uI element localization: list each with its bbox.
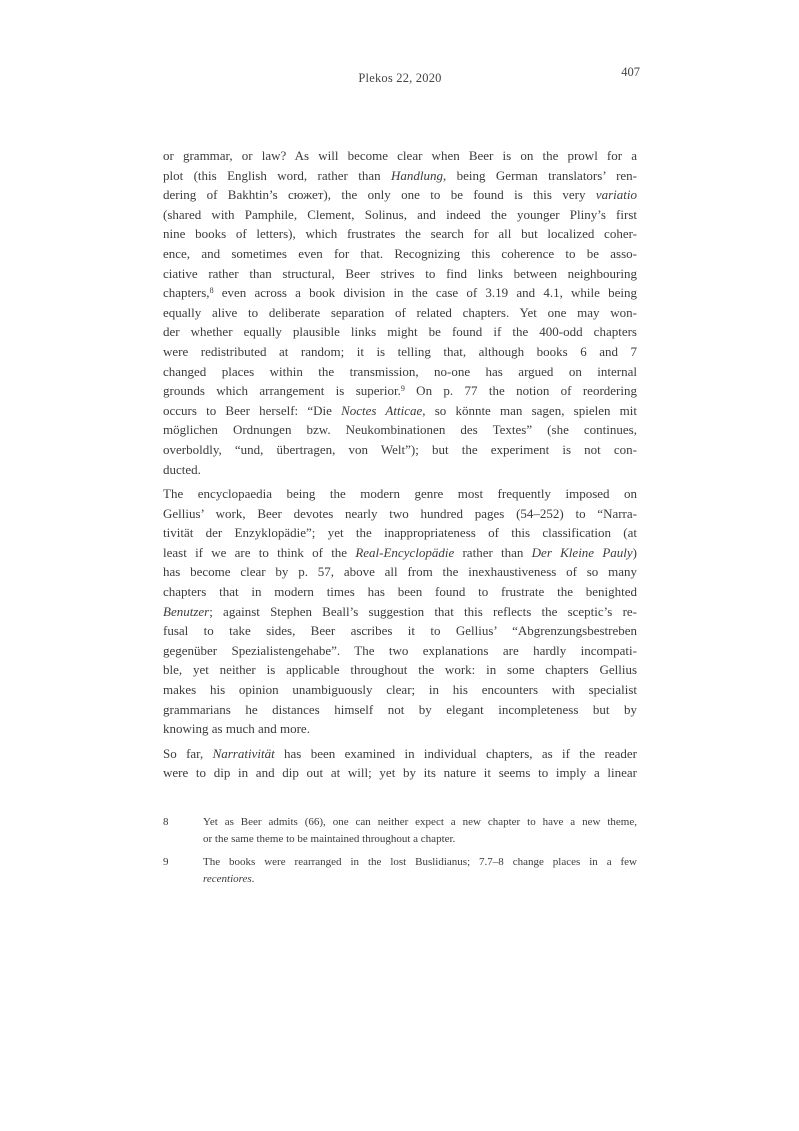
text-segment: grammarians he distances himself not by elegant incompleteness but by bbox=[163, 701, 637, 717]
text-segment: ducted. bbox=[163, 461, 201, 477]
paragraph-2 bbox=[163, 484, 637, 739]
text-line bbox=[163, 264, 637, 284]
text-line bbox=[163, 744, 637, 764]
text-segment: ; against Stephen Beall’s suggestion that this reflects the sceptic’s re- bbox=[209, 603, 637, 619]
text-segment: were to dip in and dip out at will; yet by its nature it seems to imply a linear bbox=[163, 765, 637, 781]
text-segment: overboldly, “und, übertragen, von Welt”); but the experiment is not con- bbox=[163, 441, 637, 457]
footnote-9 bbox=[163, 854, 637, 887]
text-line bbox=[163, 303, 637, 323]
text-line bbox=[163, 401, 637, 421]
italic-text: Narrativität bbox=[212, 745, 275, 761]
text-segment: grounds which arrangement is superior. bbox=[163, 383, 401, 399]
text-line bbox=[163, 342, 637, 362]
text-segment: tivität der Enzyklopädie”; yet the inappropriateness of this classification (at bbox=[163, 525, 637, 541]
text-segment: dering of Bakhtin’s сюжет), the only one to be found is this very bbox=[163, 187, 596, 203]
text-line bbox=[203, 854, 637, 871]
text-line bbox=[163, 484, 637, 504]
footnote-marker: 8 bbox=[209, 285, 214, 295]
text-line bbox=[163, 680, 637, 700]
text-segment: So far, bbox=[163, 745, 213, 761]
text-segment: The books were rearranged in the lost Buslidianus; 7.7–8 change places in a few bbox=[203, 856, 637, 868]
text-segment: ciative rather than structural, Beer strives to find links between neighbouring bbox=[163, 265, 637, 281]
text-line bbox=[163, 146, 637, 166]
text-line bbox=[163, 660, 637, 680]
italic-text: Der Kleine Pauly bbox=[531, 544, 633, 560]
text-line bbox=[163, 602, 637, 622]
text-line bbox=[163, 224, 637, 244]
italic-text: Handlung bbox=[391, 167, 444, 183]
footnote-number: 8 bbox=[163, 816, 169, 828]
text-segment: chapters that in modern times has been found to frustrate the benighted bbox=[163, 584, 637, 600]
body-text bbox=[163, 146, 637, 783]
text-segment: or grammar, or law? As will become clear when Beer is on the prowl for a bbox=[163, 148, 637, 163]
text-segment: ) bbox=[632, 544, 637, 560]
italic-text: Benutzer bbox=[163, 603, 210, 619]
text-line bbox=[163, 763, 637, 783]
text-line bbox=[163, 166, 637, 186]
text-segment: . bbox=[251, 872, 255, 885]
text-segment: Yet as Beer admits (66), one can neither expect a new chapter to have a new theme, bbox=[203, 816, 637, 828]
text-line bbox=[163, 362, 637, 382]
text-segment: ble, yet neither is applicable throughout the work: in some chapters Gellius bbox=[163, 662, 637, 678]
text-line bbox=[163, 185, 637, 205]
text-line bbox=[163, 641, 637, 661]
text-segment: has been examined in individual chapters, as if the reader bbox=[274, 745, 638, 761]
italic-text: Real-Encyclopädie bbox=[355, 544, 455, 560]
text-segment: rather than bbox=[454, 544, 532, 560]
italic-text: Noctes Atticae bbox=[341, 402, 423, 418]
italic-text: recentiores bbox=[203, 872, 252, 885]
text-segment: occurs to Beer herself: “Die bbox=[163, 402, 342, 418]
text-segment: chapters, bbox=[163, 285, 210, 301]
text-segment: least if we are to think of the bbox=[163, 544, 356, 560]
footnote-text bbox=[203, 854, 637, 887]
text-segment: (shared with Pamphile, Clement, Solinus, and indeed the younger Pliny’s first bbox=[163, 206, 637, 222]
footnote-text bbox=[203, 814, 637, 847]
text-line bbox=[163, 523, 637, 543]
text-segment: or the same theme to be maintained throughout a chapter. bbox=[203, 832, 456, 845]
text-segment: knowing as much and more. bbox=[163, 721, 310, 737]
page-number: 407 bbox=[621, 65, 640, 79]
text-line bbox=[163, 719, 637, 739]
running-head: Plekos 22, 2020 bbox=[358, 71, 442, 85]
text-segment: equally alive to deliberate separation of related chapters. Yet one may won- bbox=[163, 304, 637, 320]
text-segment: gegenüber Spezialistengehabe”. The two explanations are hardly incompati- bbox=[163, 642, 637, 658]
text-segment: , being German translators’ ren- bbox=[443, 167, 637, 183]
text-segment: has become clear by p. 57, above all from the inexhaustiveness of so many bbox=[163, 564, 637, 580]
text-line bbox=[163, 420, 637, 440]
footnote-8 bbox=[163, 814, 637, 847]
text-line bbox=[163, 621, 637, 641]
text-line bbox=[203, 871, 637, 888]
text-line bbox=[163, 504, 637, 524]
text-line bbox=[163, 582, 637, 602]
text-line bbox=[203, 814, 637, 831]
text-line bbox=[163, 543, 637, 563]
text-line bbox=[163, 381, 637, 401]
text-line bbox=[163, 205, 637, 225]
footnote-marker: 9 bbox=[400, 383, 405, 393]
text-line bbox=[163, 440, 637, 460]
text-segment: der whether equally plausible links might be found if the 400-odd chapters bbox=[163, 324, 637, 340]
text-line bbox=[163, 283, 637, 303]
text-segment: On p. 77 the notion of reordering bbox=[404, 383, 637, 399]
paragraph-1 bbox=[163, 146, 637, 479]
paragraph-3 bbox=[163, 744, 637, 783]
footnote-number: 9 bbox=[163, 856, 169, 868]
text-segment: were redistributed at random; it is telling that, although books 6 and 7 bbox=[163, 343, 637, 359]
text-line bbox=[163, 322, 637, 342]
text-segment: even across a book division in the case of 3.19 and 4.1, while being bbox=[213, 285, 637, 301]
text-segment: möglichen Ordnungen bzw. Neukombinationen des Textes” (she continues, bbox=[163, 422, 637, 438]
text-segment: , so könnte man sagen, spielen mit bbox=[422, 402, 637, 418]
text-line bbox=[163, 700, 637, 720]
text-line bbox=[203, 831, 637, 848]
text-segment: The encyclopaedia being the modern genre most frequently imposed on bbox=[163, 486, 637, 502]
text-line bbox=[163, 244, 637, 264]
text-segment: nine books of letters), which frustrates the search for all but localized coher- bbox=[163, 226, 637, 242]
text-segment: fusal to take sides, Beer ascribes it to Gellius’ “Abgrenzungsbestreben bbox=[163, 623, 637, 639]
text-segment: plot (this English word, rather than bbox=[163, 167, 392, 183]
text-segment: makes his opinion unambiguously clear; in his encounters with specialist bbox=[163, 682, 637, 698]
italic-text: variatio bbox=[595, 187, 637, 203]
text-segment: changed places within the transmission, no-one has argued on internal bbox=[163, 363, 637, 379]
text-line bbox=[163, 562, 637, 582]
text-segment: Gellius’ work, Beer devotes nearly two hundred pages (54–252) to “Narra- bbox=[163, 505, 637, 521]
text-line bbox=[163, 460, 637, 480]
text-segment: ence, and sometimes even for that. Recognizing this coherence to be asso- bbox=[163, 245, 637, 261]
footnotes bbox=[163, 814, 637, 894]
